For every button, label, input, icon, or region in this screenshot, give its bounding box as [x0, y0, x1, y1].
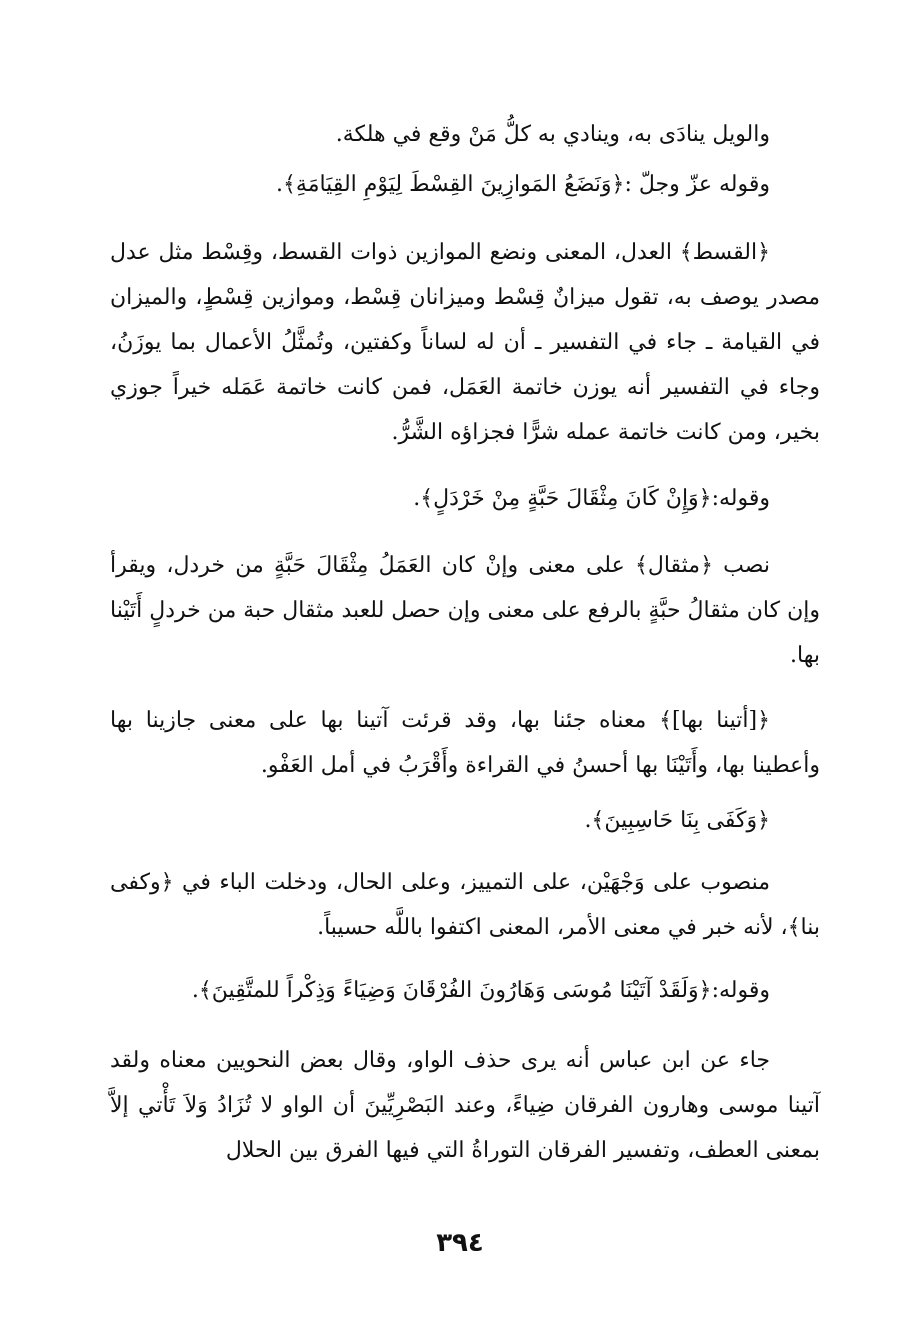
page-number: ٣٩٤	[436, 1228, 484, 1258]
paragraph-1	[110, 112, 820, 157]
paragraph-text: منصوب على وَجْهَيْن، على التمييز، وعلى الحال، ودخلت الباء في ﴿وكفى بنا﴾، لأنه خبر في معنى الأمر، المعنى اكتفوا باللَّه حسيباً.	[110, 870, 820, 940]
paragraph-text: نصب ﴿مثقال﴾ على معنى وإنْ كان العَمَلُ مِثْقَالَ حَبَّةٍ من خردل، ويقرأ وإن كان مثقالُ حبَّةٍ بالرفع على معنى وإن حصل للعبد مثقال حبة من خردلٍ أَتَيْنا بها.	[110, 553, 820, 668]
paragraph-5	[110, 860, 820, 950]
paragraph-text: وقوله:﴿وَإِنْ كَانَ مِثْقَالَ حَبَّةٍ مِنْ خَرْدَلٍ﴾.	[413, 486, 770, 511]
quran-quote-4	[110, 968, 820, 1013]
paragraph-4	[110, 698, 820, 788]
quran-quote-2	[110, 476, 820, 521]
quran-quote-3	[110, 798, 820, 843]
quran-quote-1	[110, 162, 820, 207]
paragraph-text: ﴿[أتينا بها]﴾ معناه جئنا بها، وقد قرئت آتينا بها على معنى جازينا بها وأعطينا بها، وأَتَيْنَا بها أحسنُ في القراءة وأَقْرَبُ في أمل العَفْو.	[110, 708, 820, 778]
paragraph-6	[110, 1038, 820, 1173]
paragraph-text: ﴿وَكَفَى بِنَا حَاسِبِينَ﴾.	[584, 808, 770, 833]
paragraph-text: وقوله:﴿وَلَقَدْ آتَيْنَا مُوسَى وَهَارُونَ الفُرْقَانَ وَضِيَاءً وَذِكْراً للمتَّقِينَ﴾.	[191, 978, 770, 1003]
paragraph-text: وقوله عزّ وجلّ :﴿وَنَضَعُ المَوازِينَ القِسْطَ لِيَوْمِ القِيَامَةِ﴾.	[276, 172, 770, 197]
paragraph-text: والويل ينادَى به، وينادي به كلُّ مَنْ وقع في هلكة.	[335, 122, 770, 147]
paragraph-2	[110, 230, 820, 455]
paragraph-text: جاء عن ابن عباس أنه يرى حذف الواو، وقال بعض النحويين معناه ولقد آتينا موسى وهارون الفرقان ضِياءً، وعند البَصْرِيِّينَ أن الواو لا تُزَادُ وَلاَ تَأْتي إلاَّ بمعنى العطف، وتفسير الفرقان التوراةُ التي فيها الفرق بين الحلال	[110, 1048, 820, 1163]
paragraph-3	[110, 543, 820, 678]
paragraph-text: ﴿القسط﴾ العدل، المعنى ونضع الموازين ذوات القسط، وقِسْط مثل عدل مصدر يوصف به، تقول ميزانٌ قِسْط وميزانان قِسْط، وموازين قِسْطٍ، والميزان في القيامة ـ جاء في التفسير ـ أن له لساناً وكفتين، وتُمثَّلُ الأعمال بما يوزَنُ، وجاء في التفسير أنه يوزن خاتمة العَمَل، فمن كانت خاتمة عَمَله خيراً جوزي بخير، ومن كانت خاتمة عمله شرًّا فجزاؤه الشَّرُّ.	[110, 240, 820, 445]
